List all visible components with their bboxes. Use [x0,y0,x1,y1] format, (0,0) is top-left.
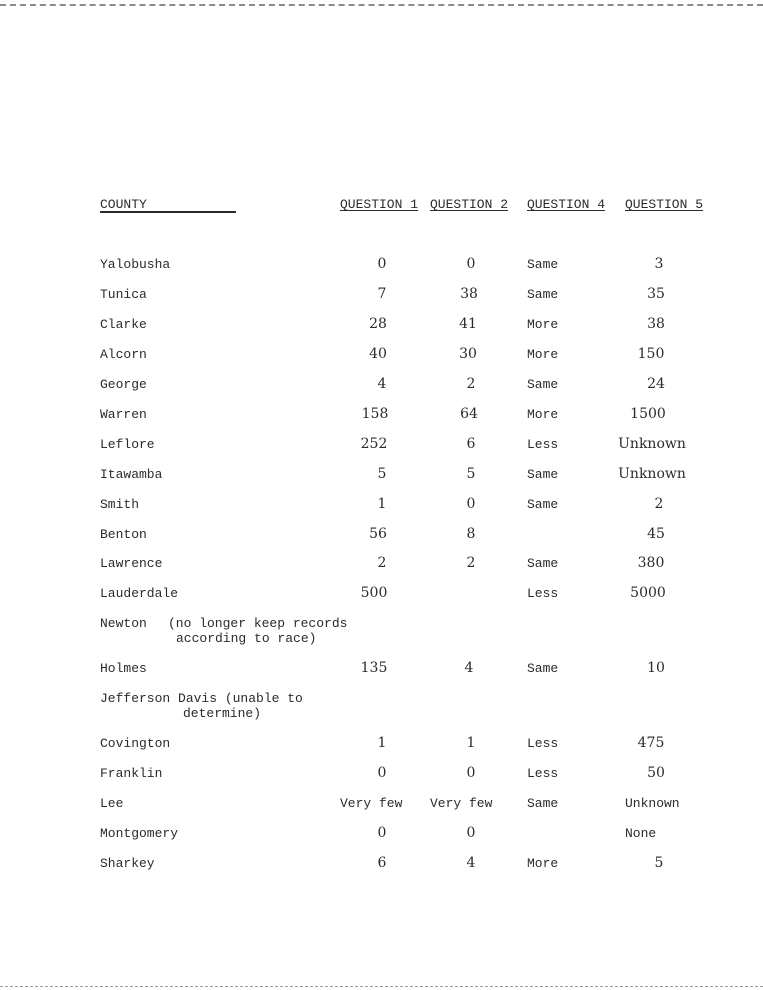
q1-value: 28 [369,316,387,332]
q4-value: More [527,317,559,332]
q2-value: 4 [466,855,476,871]
q1-value: 40 [369,346,387,362]
q2-value: 2 [466,555,476,571]
county-note: (no longer keep records [168,616,348,631]
q5-value: 380 [637,555,665,571]
q4-value: Same [527,467,559,482]
q4-value: Same [527,257,559,272]
county-name: Franklin [100,766,163,781]
county-name: Smith [100,497,140,512]
q2-value: 0 [466,496,476,512]
header-question-2: QUESTION 2 [430,197,509,212]
q1-value: 4 [377,376,387,392]
q1-value: 0 [377,825,387,841]
q5-value: 24 [647,376,665,392]
q2-value: 64 [460,406,478,422]
county-name: Warren [100,407,147,422]
q4-value: Same [527,377,559,392]
county-name: Newton [100,616,147,631]
q2-value: 5 [466,466,476,482]
q5-value: 45 [647,526,665,542]
q2-value: 0 [466,825,476,841]
county-name: Montgomery [100,826,179,841]
county-name: Covington [100,736,171,751]
q5-value: Unknown [625,796,680,811]
q4-value: Same [527,796,559,811]
q2-value: 30 [459,346,477,362]
q5-value: 5000 [630,585,666,601]
q2-value: 8 [466,526,476,542]
q1-value: 0 [377,256,387,272]
q1-value: 7 [377,286,387,302]
q4-value: More [527,347,559,362]
q5-value: 150 [637,346,665,362]
q5-value: 5 [654,855,664,871]
header-county: COUNTY [100,197,147,212]
county-name: Itawamba [100,467,163,482]
q5-value: None [625,826,657,841]
q1-value: 1 [377,735,387,751]
q5-value: 10 [647,660,665,676]
county-name: Benton [100,527,147,542]
county-name: Lawrence [100,556,163,571]
q4-value: Less [527,766,559,781]
header-question-1: QUESTION 1 [340,197,419,212]
q1-value: 6 [377,855,387,871]
q5-value: 38 [647,316,665,332]
q5-value: Unknown [618,466,686,482]
q4-value: Same [527,661,559,676]
q1-value: 158 [361,406,389,422]
q1-value: 135 [360,660,388,676]
q4-value: Less [527,736,559,751]
county-name: Lauderdale [100,586,179,601]
q4-value: Same [527,287,559,302]
q2-value: 2 [466,376,476,392]
page-bottom-edge [0,986,763,987]
q4-value: More [527,856,559,871]
header-question-5: QUESTION 5 [625,197,704,212]
q2-value: 1 [466,735,476,751]
q5-value: 1500 [630,406,666,422]
q4-value: Less [527,437,559,452]
county-name: Yalobusha [100,257,171,272]
page-top-edge [0,4,763,6]
q5-value: 3 [654,256,664,272]
county-name: Alcorn [100,347,147,362]
q5-value: 35 [647,286,665,302]
county-header-rule [100,211,236,213]
q4-value: More [527,407,559,422]
q2-value: 38 [460,286,478,302]
county-name: Leflore [100,437,155,452]
county-name: Clarke [100,317,147,332]
q2-value: 6 [466,436,476,452]
q5-value: 475 [637,735,665,751]
q2-value: 4 [464,660,474,676]
q1-value: 0 [377,765,387,781]
q1-value: 500 [360,585,388,601]
county-name: Sharkey [100,856,155,871]
county-name: Jefferson Davis (unable to [100,691,303,706]
q5-value: 50 [647,765,665,781]
q1-value: 1 [377,496,387,512]
q4-value: Same [527,556,559,571]
county-name: Lee [100,796,124,811]
county-name: George [100,377,147,392]
q2-value: 0 [466,256,476,272]
q1-value: 5 [377,466,387,482]
q5-value: Unknown [618,436,686,452]
county-note-continued: according to race) [176,631,317,646]
header-question-4: QUESTION 4 [527,197,606,212]
q4-value: Less [527,586,559,601]
q1-value: 56 [369,526,387,542]
county-name: Holmes [100,661,147,676]
county-note-continued: determine) [183,706,262,721]
q2-value: 41 [459,316,477,332]
q1-value: 2 [377,555,387,571]
q1-value: Very few [340,796,403,811]
county-name: Tunica [100,287,147,302]
q2-value: 0 [466,765,476,781]
q5-value: 2 [654,496,664,512]
q4-value: Same [527,497,559,512]
q1-value: 252 [360,436,388,452]
q2-value: Very few [430,796,493,811]
